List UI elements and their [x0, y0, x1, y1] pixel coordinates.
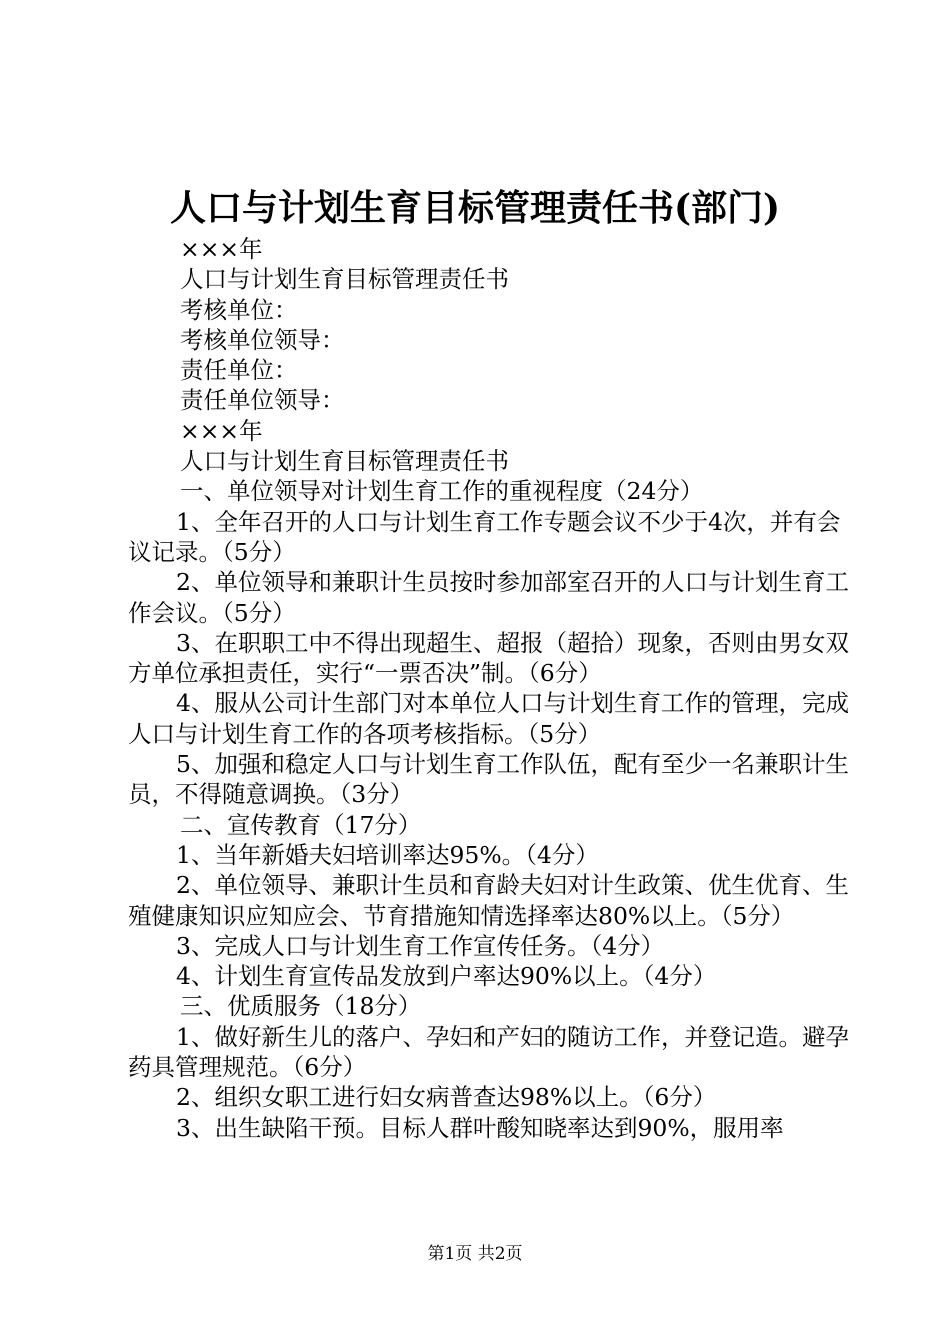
section-heading: 二、宣传教育（17分） [180, 810, 422, 839]
list-item: 2、单位领导、兼职计生员和育龄夫妇对计生政策、优生优育、生殖健康知识应知应会、节育措施知情选择率达80%以上。（5分） [128, 871, 849, 930]
list-item: 3、出生缺陷干预。目标人群叶酸知晓率达到90%，服用率 [176, 1113, 784, 1142]
page-number-footer: 第1页 共2页 [427, 1244, 523, 1264]
text-line: 责任单位领导： [180, 386, 345, 415]
list-item: 1、做好新生儿的落户、孕妇和产妇的随访工作，并登记造。避孕药具管理规范。（6分） [128, 1022, 849, 1082]
list-item: 2、单位领导和兼职计生员按时参加部室召开的人口与计划生育工作会议。（5分） [128, 568, 849, 627]
list-item: 4、计划生育宣传品发放到户率达90%以上。（4分） [176, 962, 717, 991]
text-line: 人口与计划生育目标管理责任书 [180, 265, 509, 294]
list-item: 1、当年新婚夫妇培训率达95%。（4分） [176, 840, 599, 869]
section-heading: 三、优质服务（18分） [180, 992, 422, 1021]
text-line: 考核单位： [180, 295, 298, 324]
text-line: 责任单位： [180, 356, 298, 385]
list-item: 2、组织女职工进行妇女病普查达98%以上。（6分） [176, 1083, 717, 1112]
list-item: 5、加强和稳定人口与计划生育工作队伍，配有至少一名兼职计生员，不得随意调换。（3分） [128, 750, 849, 809]
text-line: 考核单位领导： [180, 325, 345, 354]
list-item: 1、全年召开的人口与计划生育工作专题会议不少于4次，并有会议记录。（5分） [128, 507, 841, 566]
text-line: ×××年 [180, 235, 263, 263]
list-item: 4、服从公司计生部门对本单位人口与计划生育工作的管理，完成人口与计划生育工作的各项考核指标。（5分） [128, 689, 849, 748]
document-body [128, 234, 858, 1143]
section-heading: 一、单位领导对计划生育工作的重视程度（24分） [180, 477, 704, 506]
list-item: 3、完成人口与计划生育工作宣传任务。（4分） [176, 931, 665, 960]
text-line: ×××年 [180, 416, 263, 445]
text-line: 人口与计划生育目标管理责任书 [180, 447, 509, 476]
list-item: 3、在职职工中不得出现超生、超报（超拾）现象，否则由男女双方单位承担责任，实行“一票否决”制。（6分） [128, 628, 849, 688]
document-title: 人口与计划生育目标管理责任书(部门) [169, 187, 781, 229]
